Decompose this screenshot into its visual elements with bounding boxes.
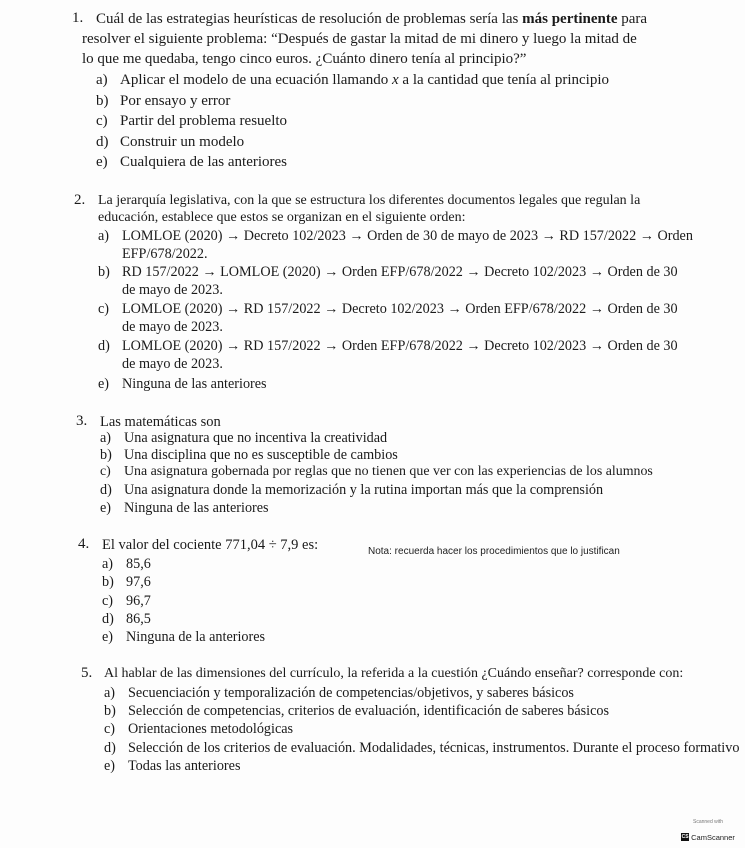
option-a: a) LOMLOE (2020) → Decreto 102/2023 → Orden de 30 de mayo de 2023 → RD 157/2022 → Orden (98, 228, 693, 244)
option-d: d) LOMLOE (2020) → RD 157/2022 → Orden EFP/678/2022 → Decreto 102/2023 → Orden de 30 (98, 338, 678, 354)
option-c-continuation: de mayo de 2023. (122, 319, 223, 335)
question-text-line: lo que me quedaba, tengo cinco euros. ¿Cuánto dinero tenía al principio?” (82, 51, 527, 67)
option-c: c) Una asignatura gobernada por reglas que no tienen que ver con las experiencias de los alumnos (100, 464, 653, 479)
watermark-brand: CS CamScanner (681, 832, 735, 842)
option-d: d) 86,5 (102, 611, 151, 627)
option-b: b) Una disciplina que no es susceptible de cambios (100, 447, 398, 463)
question-number: 5. (81, 665, 93, 681)
option-a-continuation: EFP/678/2022. (122, 246, 208, 262)
option-e: e) Cualquiera de las anteriores (96, 154, 288, 170)
option-c: c) 96,7 (102, 593, 151, 609)
option-a: a) Secuenciación y temporalización de competencias/objetivos, y saberes básicos (104, 685, 574, 701)
camscanner-logo-icon: CS (681, 834, 689, 840)
option-c: c) LOMLOE (2020) → RD 157/2022 → Decreto 102/2023 → Orden EFP/678/2022 → Orden de 30 (98, 301, 678, 317)
option-e: e) Ninguna de las anteriores (100, 500, 269, 516)
option-b: b) Selección de competencias, criterios de evaluación, identificación de saberes básicos (104, 703, 609, 719)
option-b: b) Por ensayo y error (96, 93, 231, 109)
option-d: d) Selección de los criterios de evaluación. Modalidades, técnicas, instrumentos. Durante el proceso formativo (104, 740, 740, 756)
option-c: c) Orientaciones metodológicas (104, 721, 294, 737)
question-number: 2. (74, 192, 86, 208)
option-e: e) Todas las anteriores (104, 758, 241, 774)
option-a: a) Aplicar el modelo de una ecuación llamando x a la cantidad que tenía al principio (96, 72, 609, 88)
option-d-continuation: de mayo de 2023. (122, 356, 223, 372)
question-text-line: La jerarquía legislativa, con la que se estructura los diferentes documentos legales que regulan la (98, 193, 641, 208)
question-text-line: Al hablar de las dimensiones del currículo, la referida a la cuestión ¿Cuándo enseñar? corresponde con: (104, 666, 684, 681)
question-text-line: resolver el siguiente problema: “Después de gastar la mitad de mi dinero y luego la mitad de (82, 31, 637, 47)
question-text-line: educación, establece que estos se organizan en el siguiente orden: (98, 210, 466, 225)
option-e: e) Ninguna de la anteriores (102, 629, 266, 645)
option-c: c) Partir del problema resuelto (96, 113, 288, 129)
question-number: 4. (78, 536, 90, 552)
question-number: 3. (76, 413, 88, 429)
question-text-line: Las matemáticas son (100, 414, 221, 430)
question-number: 1. (72, 10, 84, 26)
watermark-caption: Scanned with (692, 819, 724, 825)
note-text: Nota: recuerda hacer los procedimientos que lo justifican (368, 546, 620, 557)
question-text-line: El valor del cociente 771,04 ÷ 7,9 es: (102, 537, 319, 553)
question-text-line: Cuál de las estrategias heurísticas de resolución de problemas sería las más pertinente para (96, 11, 648, 27)
option-a: a) 85,6 (102, 556, 151, 572)
option-d: d) Una asignatura donde la memorización y la rutina importan más que la comprensión (100, 482, 604, 498)
option-b: b) RD 157/2022 → LOMLOE (2020) → Orden EFP/678/2022 → Decreto 102/2023 → Orden de 30 (98, 264, 678, 280)
option-b-continuation: de mayo de 2023. (122, 282, 223, 298)
option-d: d) Construir un modelo (96, 134, 245, 150)
option-a: a) Una asignatura que no incentiva la creatividad (100, 430, 388, 446)
bold-emphasis: más pertinente (522, 11, 618, 27)
option-e: e) Ninguna de las anteriores (98, 376, 267, 392)
camscanner-watermark (678, 819, 738, 841)
option-b: b) 97,6 (102, 574, 151, 590)
